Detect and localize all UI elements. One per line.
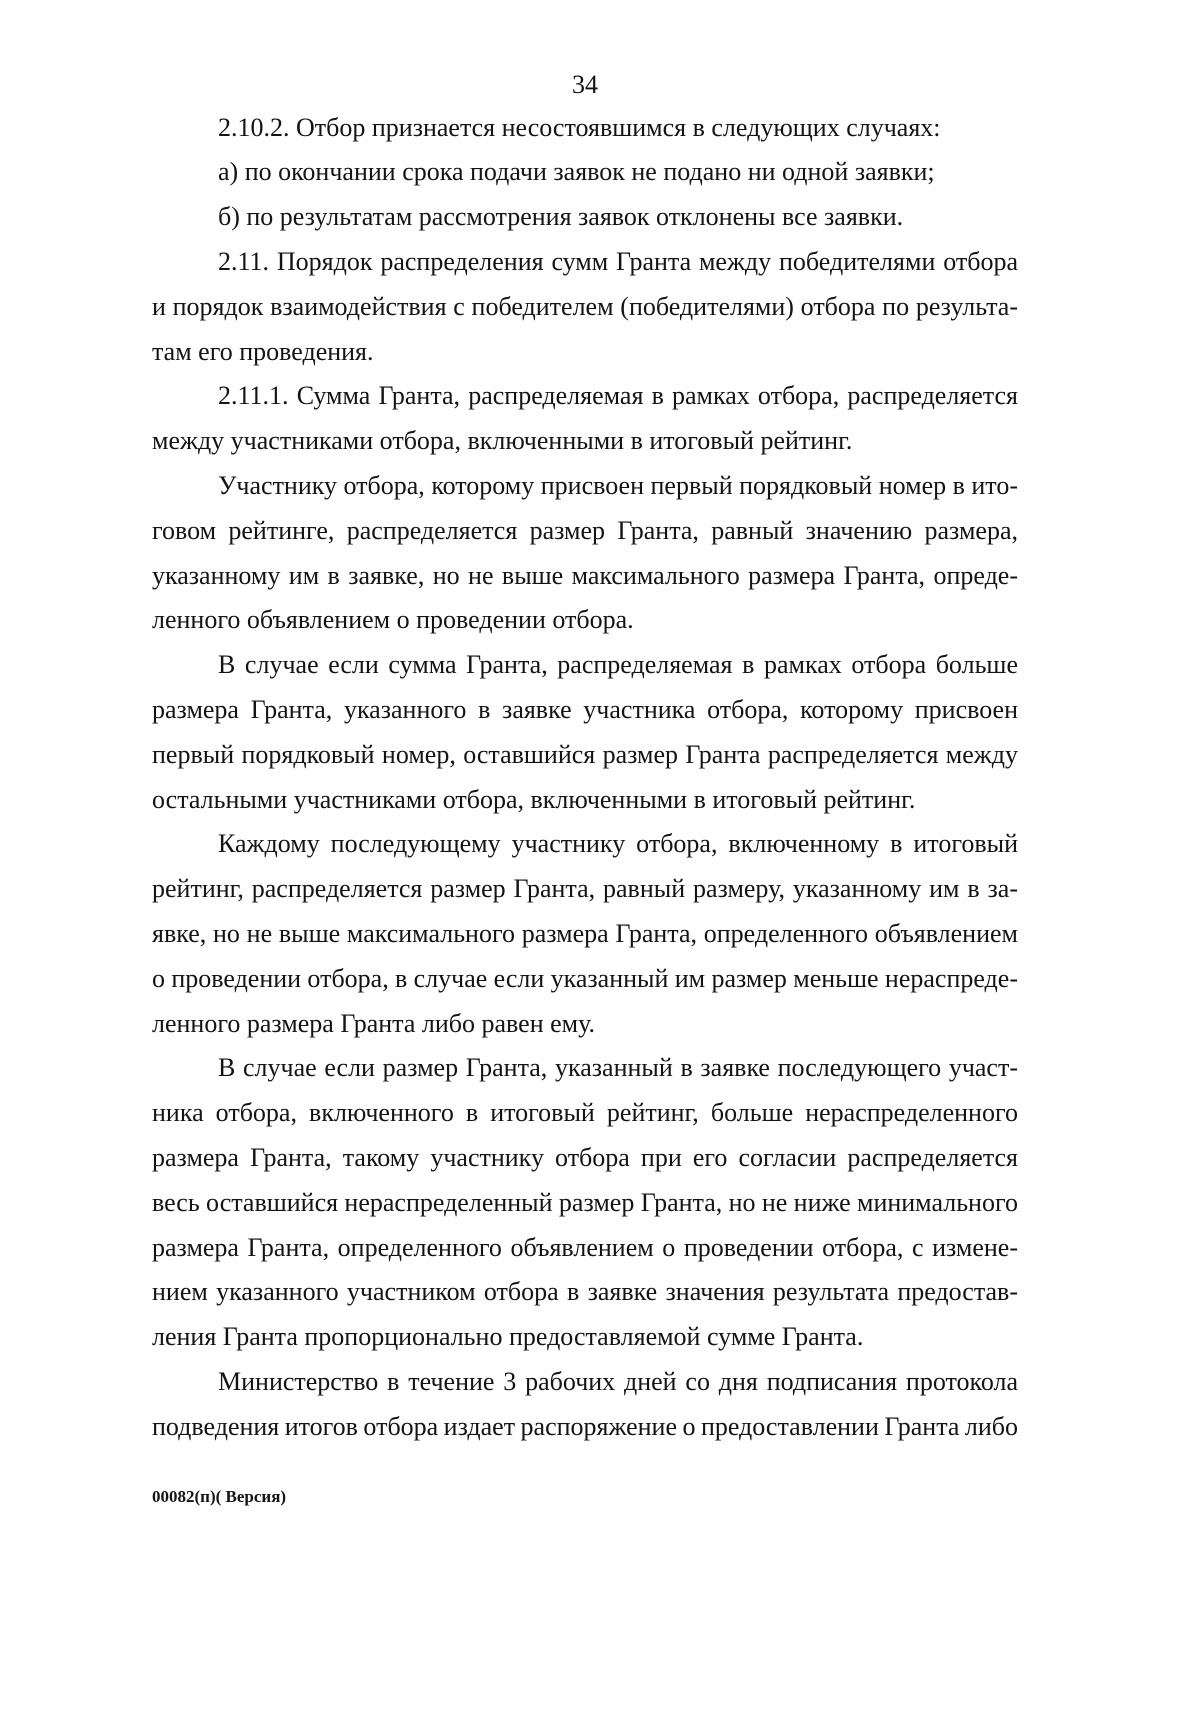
text-line: говом рейтинге, распределяется размер Гранта, равный значению размера, — [152, 515, 1018, 545]
text-line: явке, но не выше максимального размера Гранта, определенного объявлением — [152, 918, 1018, 948]
text-line: размера Гранта, указанного в заявке участника отбора, которому присвоен — [152, 694, 1018, 724]
paragraph — [152, 374, 1018, 464]
paragraph — [152, 240, 1018, 374]
body-text — [152, 0, 1018, 1710]
text-line: ленного объявлением о проведении отбора. — [152, 605, 634, 635]
text-line: 2.10.2. Отбор признается несостоявшимся в следующих случаях: — [218, 112, 941, 142]
text-line: между участниками отбора, включенными в итоговый рейтинг. — [152, 426, 853, 456]
paragraph — [152, 1046, 1018, 1360]
text-line: ника отбора, включенного в итоговый рейтинг, больше нераспределенного — [152, 1098, 1018, 1128]
text-line: о проведении отбора, в случае если указанный им размер меньше нераспреде- — [152, 963, 1018, 993]
text-line: подведения итогов отбора издает распоряжение о предоставлении Гранта либо — [152, 1411, 1018, 1441]
page-number: 34 — [572, 70, 598, 99]
document-code: 00082(п)( Версия) — [152, 1487, 287, 1506]
text-line: размера Гранта, такому участнику отбора при его согласии распределяется — [152, 1142, 1018, 1172]
paragraph — [152, 822, 1018, 1046]
text-line: ления Гранта пропорционально предоставляемой сумме Гранта. — [152, 1322, 864, 1352]
paragraph — [152, 643, 1018, 822]
text-line: рейтинг, распределяется размер Гранта, равный размеру, указанному им в за- — [152, 874, 1018, 904]
text-line: первый порядковый номер, оставшийся размер Гранта распределяется между — [152, 739, 1018, 769]
text-line: 2.11. Порядок распределения сумм Гранта между победителями отбора — [218, 247, 1018, 276]
text-line: остальными участниками отбора, включенными в итоговый рейтинг. — [152, 784, 916, 814]
text-line: там его проведения. — [152, 336, 374, 366]
paragraph — [152, 1360, 1018, 1450]
text-line: Участнику отбора, которому присвоен первый порядковый номер в ито- — [218, 471, 1018, 500]
text-line: размера Гранта, определенного объявлением о проведении отбора, с измене- — [152, 1232, 1018, 1262]
text-line: В случае если сумма Гранта, распределяемая в рамках отбора больше — [218, 650, 1018, 680]
text-line: Министерство в течение 3 рабочих дней со дня подписания протокола — [218, 1367, 1018, 1396]
text-line: и порядок взаимодействия с победителем (победителями) отбора по результа- — [152, 291, 1018, 321]
text-line: нием указанного участником отбора в заявке значения результата предостав- — [152, 1277, 1018, 1307]
paragraph — [152, 150, 1018, 195]
text-line: а) по окончании срока подачи заявок не подано ни одной заявки; — [218, 157, 935, 187]
paragraph — [152, 464, 1018, 643]
paragraph — [152, 106, 1018, 151]
text-line: б) по результатам рассмотрения заявок отклонены все заявки. — [218, 202, 904, 232]
paragraph — [152, 195, 1018, 240]
text-line: Каждому последующему участнику отбора, включенному в итоговый — [218, 829, 1018, 859]
text-line: 2.11.1. Сумма Гранта, распределяемая в рамках отбора, распределяется — [218, 381, 1018, 411]
text-line: ленного размера Гранта либо равен ему. — [152, 1008, 596, 1038]
text-line: В случае если размер Гранта, указанный в заявке последующего участ- — [218, 1053, 1018, 1083]
text-line: весь оставшийся нераспределенный размер Гранта, но не ниже минимального — [152, 1187, 1018, 1217]
text-line: указанному им в заявке, но не выше максимального размера Гранта, опреде- — [152, 560, 1018, 590]
